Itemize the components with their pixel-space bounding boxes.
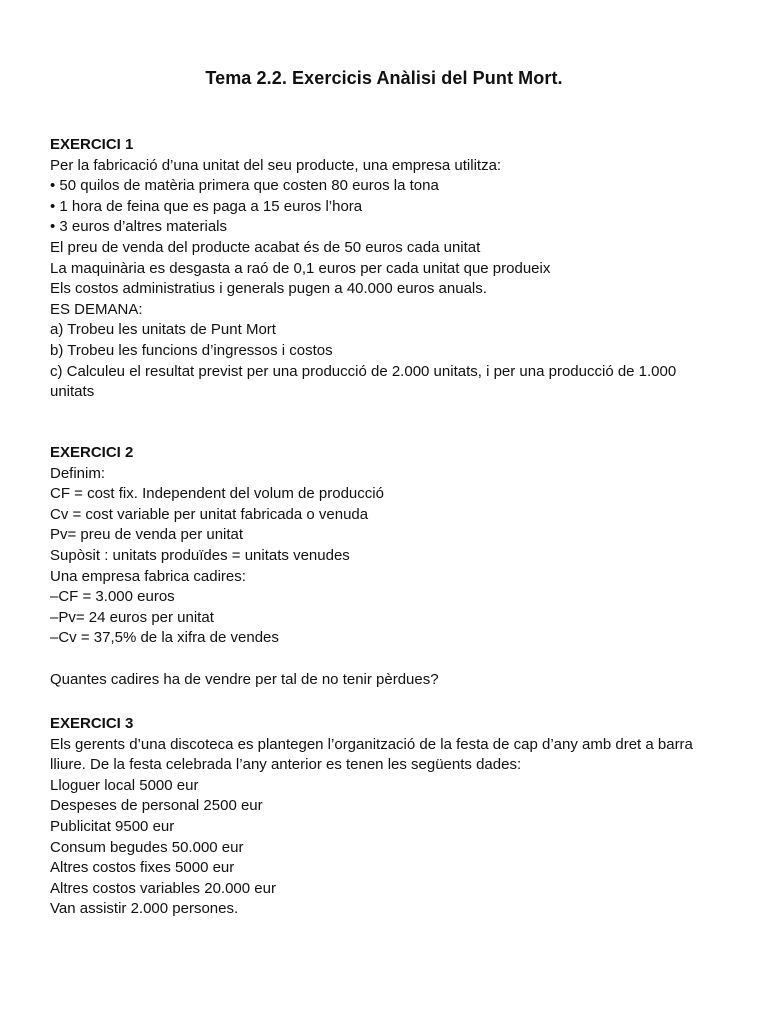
- exercise-1-line: • 50 quilos de matèria primera que costen 80 euros la tona: [50, 177, 439, 195]
- exercise-1-line: a) Trobeu les unitats de Punt Mort: [50, 321, 276, 339]
- exercise-1-line: El preu de venda del producte acabat és de 50 euros cada unitat: [50, 238, 481, 256]
- exercise-3-line: Publicitat 9500 eur: [50, 817, 175, 835]
- exercise-1-line: Els costos administratius i generals pugen a 40.000 euros anuals.: [50, 280, 487, 298]
- exercise-2-line: Supòsit : unitats produïdes = unitats venudes: [50, 546, 350, 564]
- document-title: Tema 2.2. Exercicis Anàlisi del Punt Mort.: [205, 68, 563, 88]
- exercise-1-line: Per la fabricació d’una unitat del seu producte, una empresa utilitza:: [50, 156, 502, 174]
- exercise-2-line: –Pv= 24 euros per unitat: [50, 608, 214, 626]
- exercise-2-section: [50, 443, 730, 690]
- exercise-3-line: Consum begudes 50.000 eur: [50, 838, 244, 856]
- exercise-2-question: Quantes cadires ha de vendre per tal de no tenir pèrdues?: [50, 670, 439, 688]
- exercise-1-line: La maquinària es desgasta a raó de 0,1 euros per cada unitat que produeix: [50, 259, 551, 277]
- exercise-2-line: Pv= preu de venda per unitat: [50, 526, 244, 544]
- exercise-1-line: • 1 hora de feina que es paga a 15 euros l’hora: [50, 197, 363, 215]
- exercise-1-line: unitats: [50, 383, 95, 401]
- exercise-2-line: Una empresa fabrica cadires:: [50, 567, 246, 585]
- blank-line: [50, 649, 730, 670]
- exercise-3-line: Despeses de personal 2500 eur: [50, 797, 263, 815]
- exercise-3-line: Lloguer local 5000 eur: [50, 776, 199, 794]
- exercise-2-line: CF = cost fix. Independent del volum de producció: [50, 485, 384, 503]
- exercise-1-heading: EXERCICI 1: [50, 136, 134, 153]
- exercise-3-line: lliure. De la festa celebrada l’any anterior es tenen les següents dades:: [50, 756, 522, 774]
- exercise-3-line: Van assistir 2.000 persones.: [50, 900, 239, 918]
- exercise-1-line: b) Trobeu les funcions d’ingressos i costos: [50, 341, 333, 359]
- exercise-3-heading: EXERCICI 3: [50, 715, 134, 732]
- exercise-3-line: Altres costos fixes 5000 eur: [50, 859, 235, 877]
- exercise-1-line: • 3 euros d’altres materials: [50, 218, 227, 236]
- exercise-2-line: Cv = cost variable per unitat fabricada o venuda: [50, 505, 369, 523]
- exercise-1-section: [50, 135, 730, 403]
- exercise-1-line: ES DEMANA:: [50, 300, 143, 318]
- exercise-1-line: c) Calculeu el resultat previst per una producció de 2.000 unitats, i per una producció de 1.000: [50, 362, 677, 380]
- exercise-2-line: –Cv = 37,5% de la xifra de vendes: [50, 629, 279, 647]
- exercise-3-line: Altres costos variables 20.000 eur: [50, 879, 276, 897]
- exercise-3-section: [50, 714, 730, 920]
- exercise-3-line: Els gerents d’una discoteca es plantegen l’organització de la festa de cap d’any amb dret a barra: [50, 735, 693, 753]
- exercise-2-line: Definim:: [50, 464, 106, 482]
- exercise-2-line: –CF = 3.000 euros: [50, 588, 175, 606]
- exercise-2-heading: EXERCICI 2: [50, 444, 134, 461]
